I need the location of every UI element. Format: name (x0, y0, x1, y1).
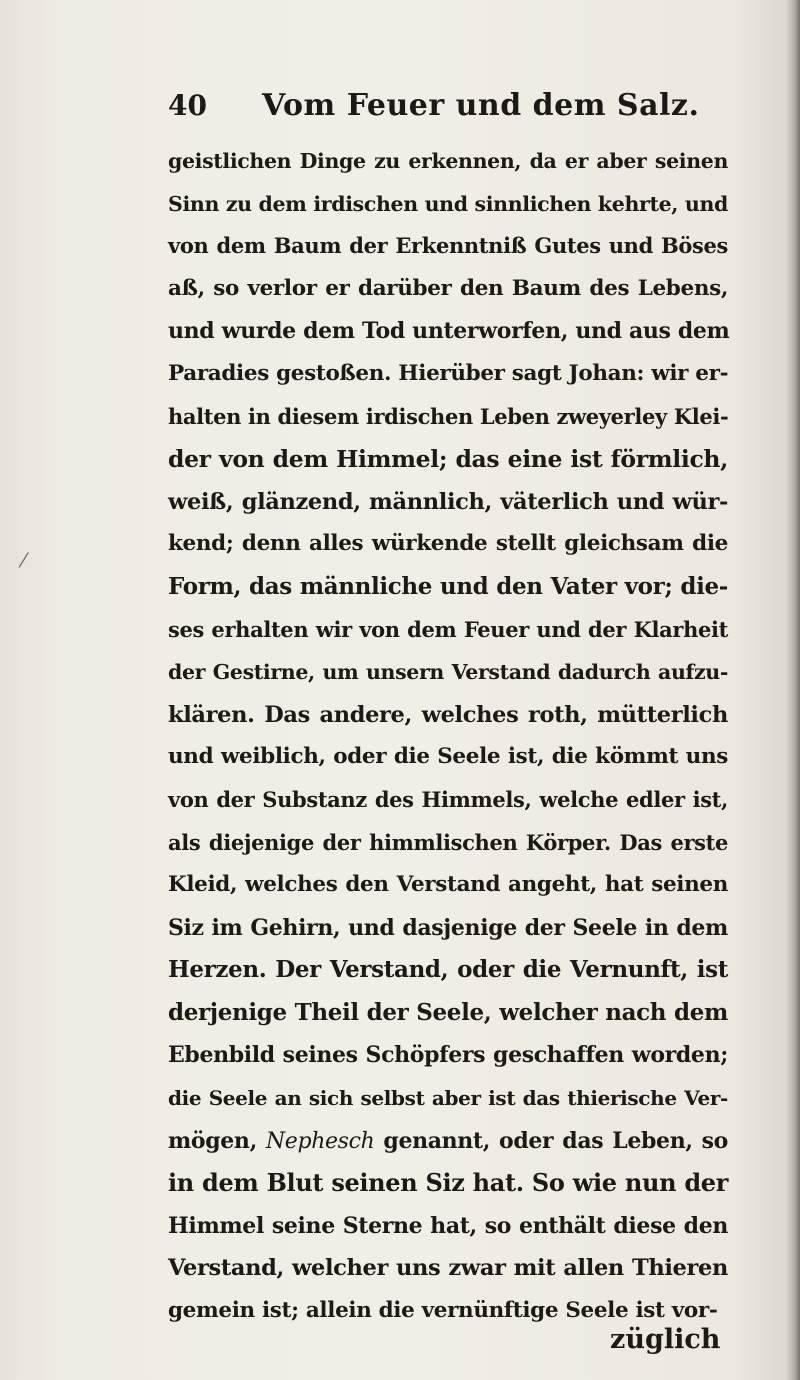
text-line: in dem Blut seinen Siz hat. So wie nun der (168, 1168, 728, 1198)
text-line: Ebenbild seines Schöpfers geschaffen worden; (168, 1042, 728, 1069)
text-line: klären. Das andere, welches roth, mütterlich (168, 701, 728, 728)
text-line: ses erhalten wir von dem Feuer und der Klarheit (168, 616, 728, 642)
page-number: 40 (168, 89, 207, 122)
text-line: kend; denn alles würkende stellt gleichsam die (168, 531, 728, 557)
text-line: der Gestirne, um unsern Verstand dadurch aufzu- (168, 660, 728, 685)
text-line: weiß, glänzend, männlich, väterlich und wür- (168, 488, 728, 515)
body-text (168, 140, 728, 1333)
text-line: und weiblich, oder die Seele ist, die kömmt uns (168, 744, 728, 770)
text-line: gemein ist; allein die vernünftige Seele ist vor- (168, 1298, 718, 1324)
text-line: Kleid, welches den Verstand angeht, hat seinen (168, 872, 728, 898)
text-line: Himmel seine Sterne hat, so enthält diese den (168, 1212, 728, 1239)
text-line: als diejenige der himmlischen Körper. Das erste (168, 829, 728, 855)
catchword: züglich (610, 1324, 721, 1355)
latin-term: Nephesch (265, 1128, 375, 1154)
running-title: Vom Feuer und dem Salz. (262, 88, 700, 123)
text-line: Herzen. Der Verstand, oder die Vernunft, ist (168, 956, 728, 984)
text-line: Form, das männliche und den Vater vor; die- (168, 572, 728, 600)
text-line: mögen, Nephesch genannt, oder das Leben, so (168, 1127, 728, 1154)
text-line: und wurde dem Tod unterworfen, und aus dem (168, 318, 730, 345)
text-line: halten in diesem irdischen Leben zweyerley Klei- (168, 403, 729, 429)
margin-mark: ⁄ (22, 548, 26, 572)
text-line: aß, so verlor er darüber den Baum des Lebens, (168, 275, 728, 301)
running-head (168, 88, 728, 128)
text-line: von dem Baum der Erkenntniß Gutes und Böses (168, 233, 728, 259)
text-line: Paradies gestoßen. Hierüber sagt Johan: wir er- (168, 360, 729, 386)
text-line: Sinn zu dem irdischen und sinnlichen kehrte, und (168, 191, 728, 216)
text-line: derjenige Theil der Seele, welcher nach dem (168, 998, 728, 1026)
text-line: von der Substanz des Himmels, welche edler ist, (168, 786, 728, 812)
text-line: Verstand, welcher uns zwar mit allen Thieren (168, 1255, 728, 1282)
text-line: Siz im Gehirn, und dasjenige der Seele in dem (168, 914, 728, 941)
text-line: die Seele an sich selbst aber ist das thierische Ver- (168, 1086, 728, 1111)
text-line: der von dem Himmel; das eine ist förmlich, (168, 445, 728, 474)
page-gutter-shadow (786, 0, 800, 1380)
text-line: geistlichen Dinge zu erkennen, da er aber seinen (168, 149, 728, 173)
